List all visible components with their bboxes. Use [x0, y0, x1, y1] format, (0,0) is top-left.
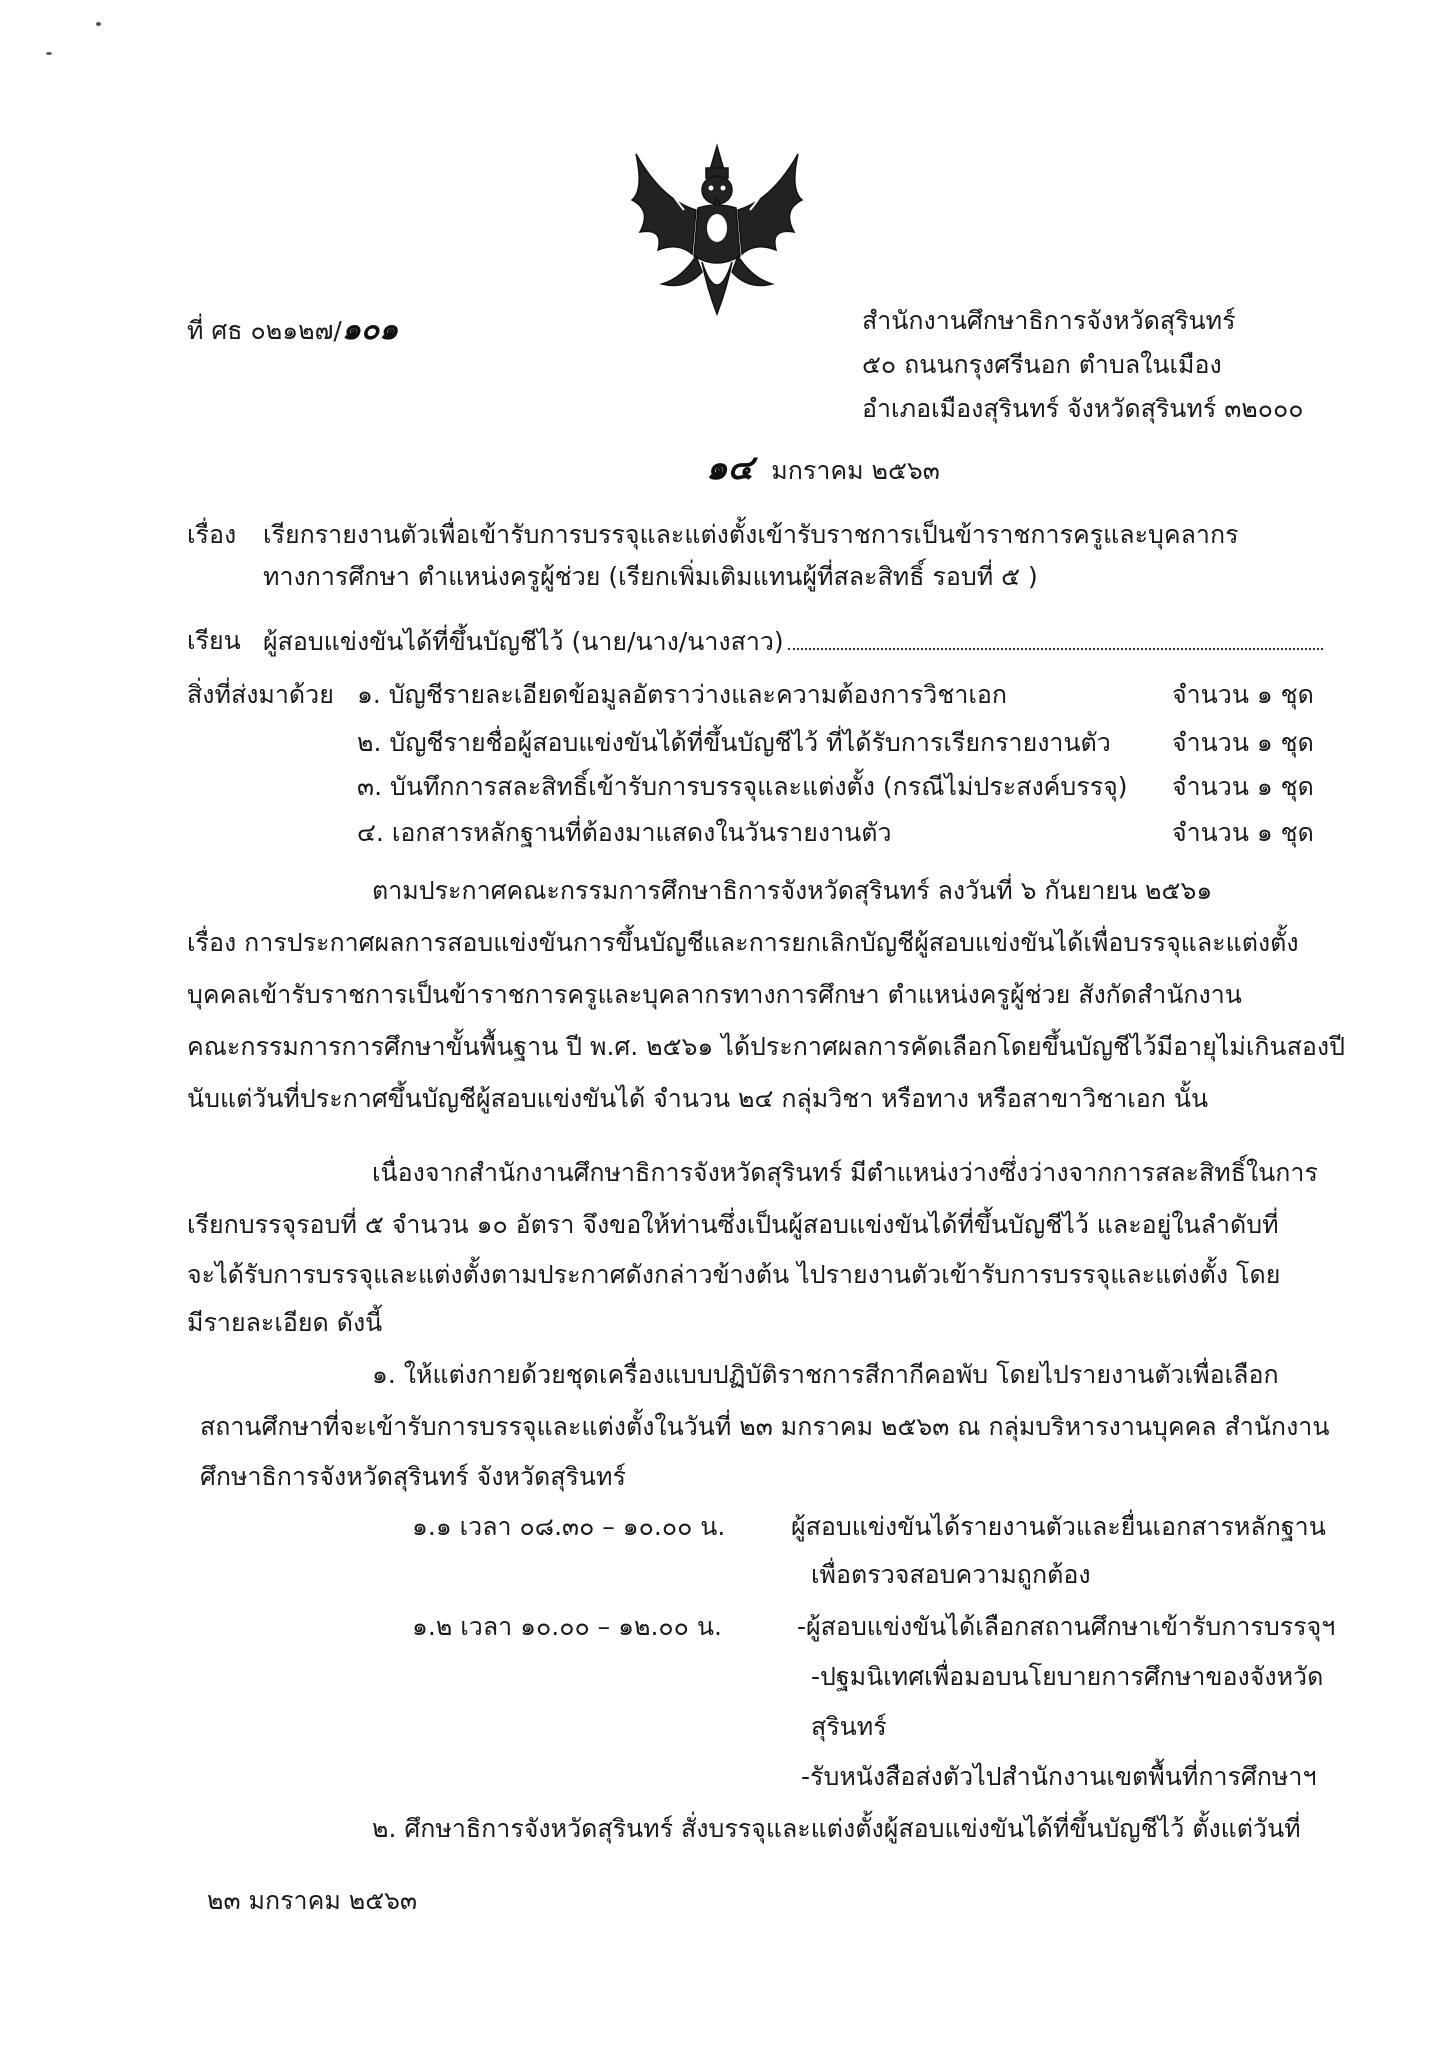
org-address-line1: ๕๐ ถนนกรุงศรีนอก ตำบลในเมือง [862, 350, 1222, 379]
enclosure-item: ๓. บันทึกการสละสิทธิ์เข้ารับการบรรจุและแต่งตั้ง (กรณีไม่ประสงค์บรรจุ) [357, 772, 1128, 801]
enclosure-qty: จำนวน ๑ ชุด [1172, 818, 1314, 847]
subject-line2: ทางการศึกษา ตำแหน่งครูผู้ช่วย (เรียกเพิ่มเติมแทนผู้ที่สละสิทธิ์ รอบที่ ๕ ) [263, 562, 1038, 591]
org-name: สำนักงานศึกษาธิการจังหวัดสุรินทร์ [862, 306, 1236, 335]
reference-prefix: ที่ ศธ ๐๒๑๒๗/ [187, 316, 342, 345]
schedule-desc: -ผู้สอบแข่งขันได้เลือกสถานศึกษาเข้ารับการบรรจุฯ [797, 1612, 1336, 1641]
enclosure-item: ๒. บัญชีรายชื่อผู้สอบแข่งขันได้ที่ขึ้นบัญชีไว้ ที่ได้รับการเรียกรายงานตัว [357, 728, 1111, 757]
addressee-label: เรียน [187, 626, 241, 655]
enclosure-qty: จำนวน ๑ ชุด [1172, 680, 1314, 709]
schedule-time: ๑.๑ เวลา ๐๘.๓๐ – ๑๐.๐๐ น. [412, 1512, 726, 1541]
enclosure-qty: จำนวน ๑ ชุด [1172, 772, 1314, 801]
paragraph1-line: เรื่อง การประกาศผลการสอบแข่งขันการขึ้นบัญชีและการยกเลิกบัญชีผู้สอบแข่งขันได้เพื่อบรรจุและแต่งตั้ง [187, 928, 1299, 957]
addressee-dotted-line [788, 626, 1323, 650]
addressee-line [263, 626, 1323, 657]
schedule-desc: ผู้สอบแข่งขันได้รายงานตัวและยื่นเอกสารหลักฐาน [791, 1512, 1326, 1541]
schedule-time: ๑.๒ เวลา ๑๐.๐๐ – ๑๒.๐๐ น. [412, 1612, 722, 1641]
addressee-text: ผู้สอบแข่งขันได้ที่ขึ้นบัญชีไว้ (นาย/นาง/นางสาว) [263, 627, 784, 656]
reference-number [187, 312, 398, 348]
paragraph2-line: เนื่องจากสำนักงานศึกษาธิการจังหวัดสุรินทร์ มีตำแหน่งว่างซึ่งว่างจากการสละสิทธิ์ในการ [372, 1158, 1318, 1187]
org-address-line2: อำเภอเมืองสุรินทร์ จังหวัดสุรินทร์ ๓๒๐๐๐ [862, 394, 1304, 423]
date-month-year: มกราคม ๒๕๖๓ [771, 456, 940, 485]
item2-line: ๒. ศึกษาธิการจังหวัดสุรินทร์ สั่งบรรจุและแต่งตั้งผู้สอบแข่งขันได้ที่ขึ้นบัญชีไว้ ตั้งแต่วันที่ [372, 1814, 1301, 1843]
date-day-handwritten: ๑๔ [706, 448, 754, 488]
item1-line: ศึกษาธิการจังหวัดสุรินทร์ จังหวัดสุรินทร์ [200, 1462, 626, 1491]
paragraph1-line: คณะกรรมการการศึกษาขั้นพื้นฐาน ปี พ.ศ. ๒๕๖๑ ได้ประกาศผลการคัดเลือกโดยขึ้นบัญชีไว้มีอายุไม่เกินสองปี [187, 1032, 1345, 1061]
item1-line: ๑. ให้แต่งกายด้วยชุดเครื่องแบบปฏิบัติราชการสีกากีคอพับ โดยไปรายงานตัวเพื่อเลือก [372, 1360, 1279, 1389]
paragraph1-line: ตามประกาศคณะกรรมการศึกษาธิการจังหวัดสุรินทร์ ลงวันที่ ๖ กันยายน ๒๕๖๑ [372, 876, 1213, 905]
item2-continuation: ๒๓ มกราคม ๒๕๖๓ [207, 1886, 418, 1915]
schedule-desc: -รับหนังสือส่งตัวไปสำนักงานเขตพื้นที่การศึกษาฯ [801, 1762, 1317, 1791]
letter-date [706, 448, 940, 489]
garuda-emblem-icon [622, 138, 812, 320]
paragraph2-line: มีรายละเอียด ดังนี้ [187, 1308, 383, 1337]
schedule-desc: เพื่อตรวจสอบความถูกต้อง [811, 1560, 1091, 1589]
paragraph1-line: นับแต่วันที่ประกาศขึ้นบัญชีผู้สอบแข่งขันได้ จำนวน ๒๔ กลุ่มวิชา หรือทาง หรือสาขาวิชาเอก นั้น [187, 1084, 1209, 1113]
enclosure-item: ๑. บัญชีรายละเอียดข้อมูลอัตราว่างและความต้องการวิชาเอก [357, 680, 1008, 709]
subject-label: เรื่อง [187, 520, 237, 549]
scan-speck [96, 22, 101, 26]
paragraph2-line: จะได้รับการบรรจุและแต่งตั้งตามประกาศดังกล่าวข้างต้น ไปรายงานตัวเข้ารับการบรรจุและแต่งตั้ง โดย [187, 1260, 1281, 1289]
schedule-desc: -ปฐมนิเทศเพื่อมอบนโยบายการศึกษาของจังหวัด [811, 1662, 1324, 1691]
subject-line1: เรียกรายงานตัวเพื่อเข้ารับการบรรจุและแต่งตั้งเข้ารับราชการเป็นข้าราชการครูและบุคลากร [263, 520, 1239, 549]
enclosure-item: ๔. เอกสารหลักฐานที่ต้องมาแสดงในวันรายงานตัว [357, 818, 892, 847]
enclosure-qty: จำนวน ๑ ชุด [1172, 728, 1314, 757]
schedule-desc: สุรินทร์ [811, 1712, 887, 1741]
enclosures-label: สิ่งที่ส่งมาด้วย [187, 680, 334, 709]
paragraph2-line: เรียกบรรจุรอบที่ ๕ จำนวน ๑๐ อัตรา จึงขอให้ท่านซึ่งเป็นผู้สอบแข่งขันได้ที่ขึ้นบัญชีไว้ และอยู่ในลำดับที่ [187, 1210, 1279, 1239]
scan-speck [46, 52, 52, 55]
reference-handwritten: ๑๐๑ [341, 312, 399, 347]
paragraph1-line: บุคคลเข้ารับราชการเป็นข้าราชการครูและบุคลากรทางการศึกษา ตำแหน่งครูผู้ช่วย สังกัดสำนักงาน [187, 980, 1242, 1009]
item1-line: สถานศึกษาที่จะเข้ารับการบรรจุและแต่งตั้งในวันที่ ๒๓ มกราคม ๒๕๖๓ ณ กลุ่มบริหารงานบุคคล สำนักงาน [200, 1412, 1330, 1441]
